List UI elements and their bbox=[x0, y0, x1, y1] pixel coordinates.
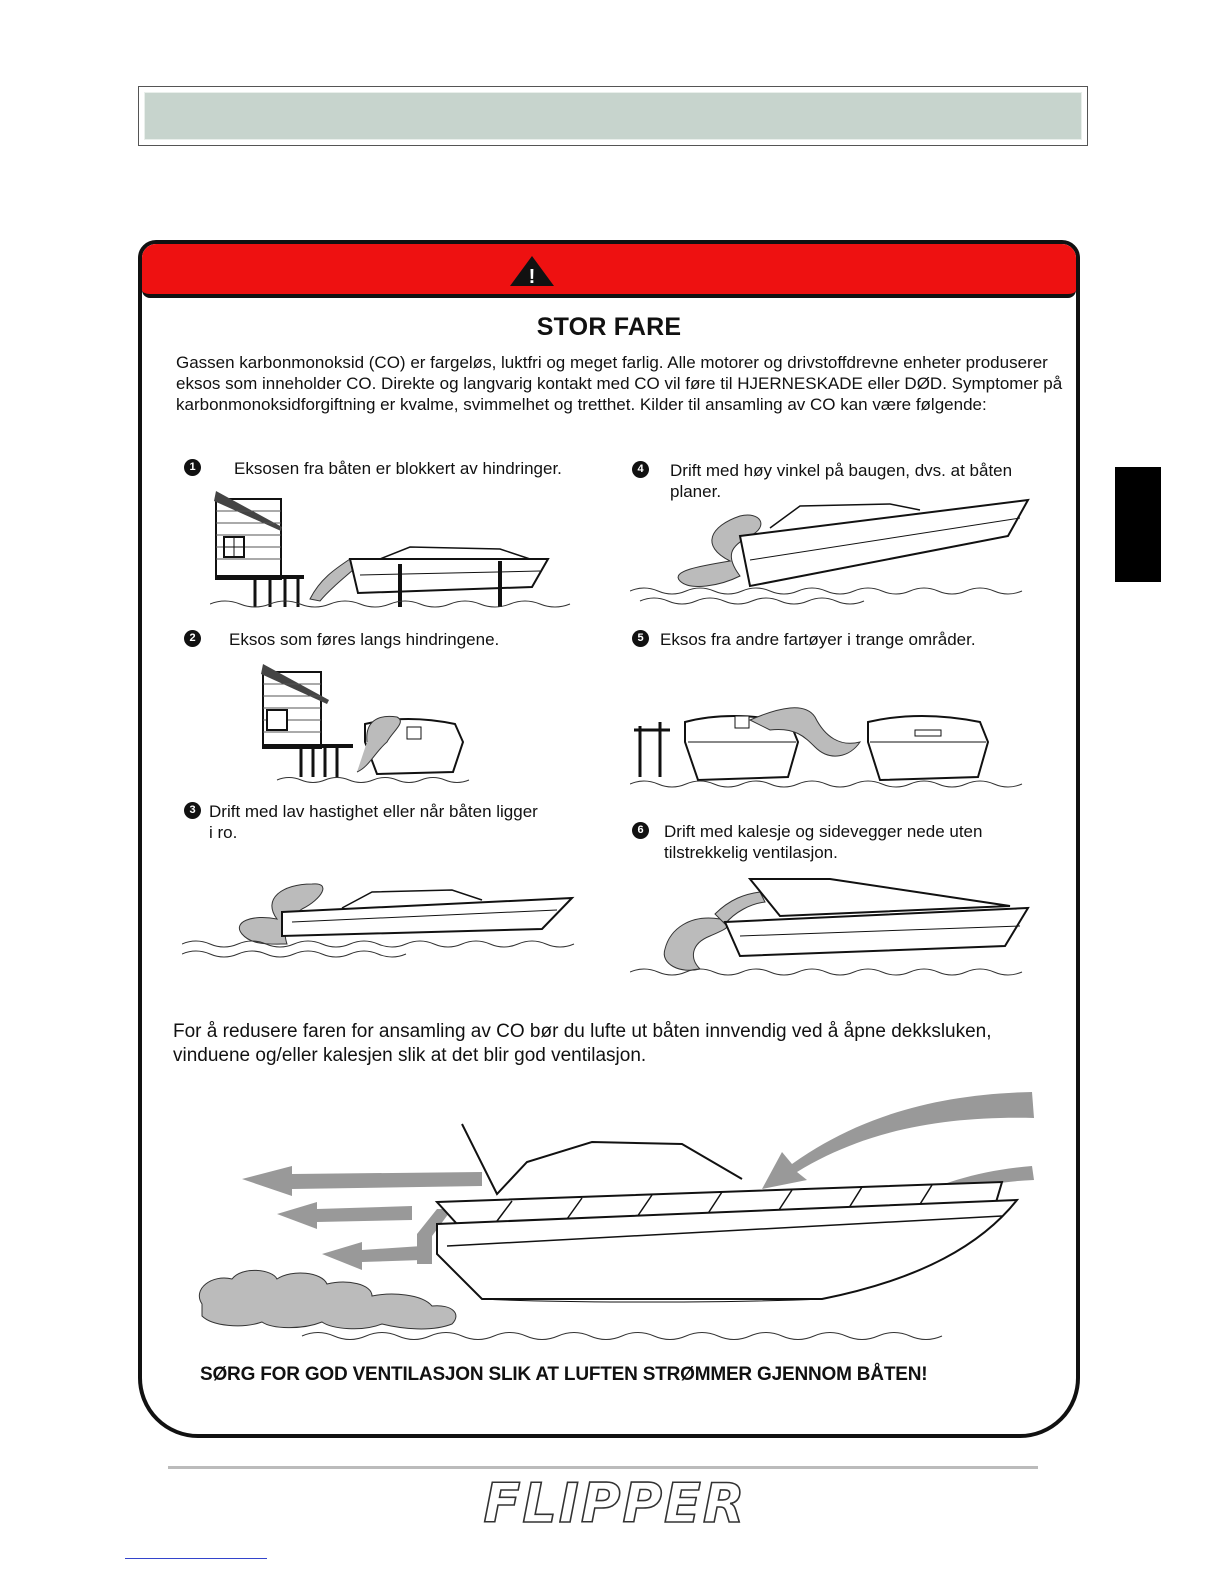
item-number-2: 2 bbox=[184, 630, 201, 647]
bottom-link-underline bbox=[125, 1558, 267, 1559]
warning-triangle-icon bbox=[508, 254, 556, 288]
hazard-item-5 bbox=[632, 629, 1052, 650]
danger-warning-card bbox=[138, 240, 1080, 1438]
item-number-5: 5 bbox=[632, 630, 649, 647]
canopy-closed-illustration bbox=[630, 874, 1040, 989]
hazard-item-2 bbox=[184, 629, 604, 650]
high-bow-angle-illustration bbox=[630, 496, 1040, 611]
hazard-item-3 bbox=[184, 801, 544, 843]
ventilation-advice: For å redusere faren for ansamling av CO bør du lufte ut båten innvendig ved å åpne dekksluken, vinduene og/eller kalesjen slik at det blir god ventilasjon. bbox=[173, 1021, 992, 1066]
footer-divider bbox=[168, 1466, 1038, 1469]
section-tab-marker bbox=[1115, 467, 1161, 582]
item-text-5: Eksos fra andre fartøyer i trange områder. bbox=[660, 630, 976, 649]
item-number-1: 1 bbox=[184, 459, 201, 476]
warning-header-bar bbox=[142, 244, 1076, 298]
top-header-band bbox=[138, 86, 1088, 146]
ventilation-footer-warning: SØRG FOR GOD VENTILASJON SLIK AT LUFTEN STRØMMER GJENNOM BÅTEN! bbox=[200, 1364, 928, 1385]
item-text-2: Eksos som føres langs hindringene. bbox=[229, 630, 500, 649]
exhaust-along-obstacles-illustration bbox=[257, 662, 477, 787]
item-number-6: 6 bbox=[632, 822, 649, 839]
other-vessels-illustration bbox=[630, 702, 1040, 797]
warning-intro: Gassen karbonmonoksid (CO) er fargeløs, luktfri og meget farlig. Alle motorer og drivstoffdrevne enheter produserer eksos som inneholder CO. Direkte og langvarig kontakt med CO vil føre til HJERNESKADE eller DØD. Symptomer på karbonmonoksidforgiftning er kvalme, svimmelhet og tretthet. Kilder til ansamling av CO kan være følgende: bbox=[176, 353, 1063, 414]
flipper-logo bbox=[455, 1474, 775, 1532]
item-text-3: Drift med lav hastighet eller når båten ligger i ro. bbox=[209, 802, 538, 842]
hazard-item-1 bbox=[184, 458, 604, 479]
ventilation-airflow-illustration bbox=[182, 1074, 1042, 1344]
item-text-6: Drift med kalesje og sidevegger nede uten tilstrekkelig ventilasjon. bbox=[664, 822, 983, 862]
item-text-4: Drift med høy vinkel på baugen, dvs. at båten planer. bbox=[670, 461, 1013, 501]
svg-text:FLIPPER: FLIPPER bbox=[483, 1474, 747, 1532]
item-number-3: 3 bbox=[184, 802, 201, 819]
item-text-1: Eksosen fra båten er blokkert av hindringer. bbox=[234, 459, 562, 478]
hazard-item-6 bbox=[632, 821, 1052, 863]
item-number-4: 4 bbox=[632, 461, 649, 478]
blocked-exhaust-illustration bbox=[210, 489, 580, 614]
warning-title: STOR FARE bbox=[536, 313, 682, 341]
svg-text:!: ! bbox=[528, 266, 536, 288]
low-speed-illustration bbox=[182, 874, 582, 969]
